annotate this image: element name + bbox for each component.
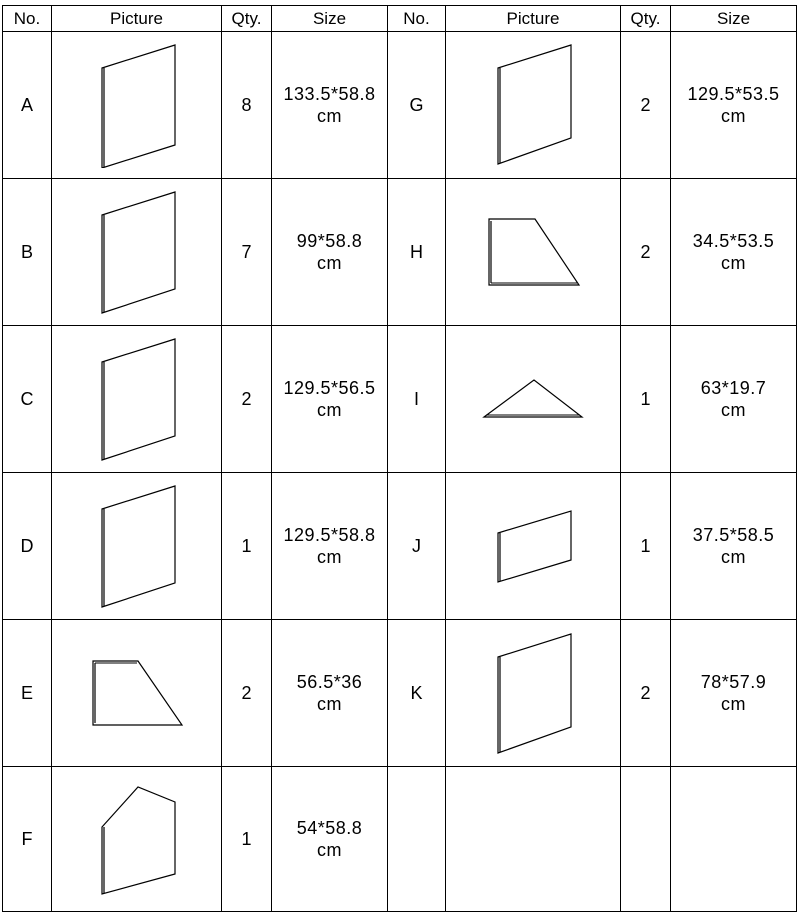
part-picture	[446, 179, 621, 326]
table-row	[3, 179, 797, 326]
part-picture	[52, 620, 222, 767]
size-unit: cm	[317, 547, 342, 567]
size-unit: cm	[721, 547, 746, 567]
header-picture: Picture	[52, 6, 222, 32]
part-size	[671, 473, 797, 620]
part-no: G	[388, 32, 446, 179]
pentagon-panel-icon	[97, 782, 177, 896]
header-qty: Qty.	[621, 6, 671, 32]
size-unit: cm	[317, 840, 342, 860]
size-value: 78*57.9	[700, 672, 767, 692]
header-row	[3, 6, 797, 32]
part-size	[272, 767, 388, 912]
table-row	[3, 620, 797, 767]
header-picture: Picture	[446, 6, 621, 32]
header-no: No.	[388, 6, 446, 32]
part-qty: 2	[621, 32, 671, 179]
part-no: I	[388, 326, 446, 473]
tall-panel-icon	[493, 42, 573, 168]
part-no: J	[388, 473, 446, 620]
table-row	[3, 767, 797, 912]
part-no: H	[388, 179, 446, 326]
part-picture	[446, 32, 621, 179]
table-row	[3, 326, 797, 473]
size-value: 129.5*56.5	[283, 378, 376, 398]
tall-panel-icon	[97, 189, 177, 315]
part-size	[671, 620, 797, 767]
empty-cell	[621, 767, 671, 912]
parts-table	[2, 5, 797, 912]
header-size: Size	[671, 6, 797, 32]
part-qty: 2	[621, 179, 671, 326]
part-picture	[446, 473, 621, 620]
tall-panel-icon	[97, 336, 177, 462]
part-no: B	[3, 179, 52, 326]
part-picture	[52, 326, 222, 473]
size-value: 133.5*58.8	[283, 84, 376, 104]
part-size	[671, 32, 797, 179]
header-size: Size	[272, 6, 388, 32]
part-no: A	[3, 32, 52, 179]
part-size	[272, 620, 388, 767]
size-value: 56.5*36	[296, 672, 363, 692]
part-picture	[52, 473, 222, 620]
part-qty: 2	[222, 620, 272, 767]
part-qty: 1	[222, 473, 272, 620]
part-size	[272, 179, 388, 326]
size-value: 63*19.7	[700, 378, 767, 398]
size-unit: cm	[721, 106, 746, 126]
part-size	[671, 179, 797, 326]
size-unit: cm	[721, 694, 746, 714]
tall-panel-icon	[97, 42, 177, 168]
triangle-panel-icon	[481, 377, 585, 421]
table-row	[3, 32, 797, 179]
wide-panel-icon	[493, 508, 573, 584]
part-qty: 8	[222, 32, 272, 179]
tall-panel-icon	[493, 631, 573, 755]
size-unit: cm	[317, 106, 342, 126]
empty-cell	[446, 767, 621, 912]
size-unit: cm	[721, 400, 746, 420]
size-unit: cm	[317, 694, 342, 714]
size-value: 129.5*53.5	[687, 84, 780, 104]
tall-panel-icon	[97, 483, 177, 609]
part-picture	[446, 620, 621, 767]
part-no: K	[388, 620, 446, 767]
part-picture	[446, 326, 621, 473]
size-value: 129.5*58.8	[283, 525, 376, 545]
part-size	[272, 326, 388, 473]
trapezoid-panel-icon	[90, 659, 184, 727]
size-value: 54*58.8	[296, 818, 363, 838]
header-no: No.	[3, 6, 52, 32]
part-qty: 2	[222, 326, 272, 473]
part-no: C	[3, 326, 52, 473]
part-qty: 1	[621, 473, 671, 620]
part-picture	[52, 767, 222, 912]
size-value: 34.5*53.5	[692, 231, 775, 251]
header-qty: Qty.	[222, 6, 272, 32]
part-qty: 2	[621, 620, 671, 767]
part-picture	[52, 32, 222, 179]
empty-cell	[388, 767, 446, 912]
size-unit: cm	[317, 253, 342, 273]
part-size	[671, 326, 797, 473]
part-no: D	[3, 473, 52, 620]
size-unit: cm	[721, 253, 746, 273]
part-qty: 1	[621, 326, 671, 473]
part-qty: 7	[222, 179, 272, 326]
part-picture	[52, 179, 222, 326]
part-no: F	[3, 767, 52, 912]
part-no: E	[3, 620, 52, 767]
trapezoid-panel-icon	[485, 217, 581, 287]
part-size	[272, 32, 388, 179]
part-size	[272, 473, 388, 620]
size-value: 37.5*58.5	[692, 525, 775, 545]
size-unit: cm	[317, 400, 342, 420]
table-row	[3, 473, 797, 620]
size-value: 99*58.8	[296, 231, 363, 251]
part-qty: 1	[222, 767, 272, 912]
empty-cell	[671, 767, 797, 912]
